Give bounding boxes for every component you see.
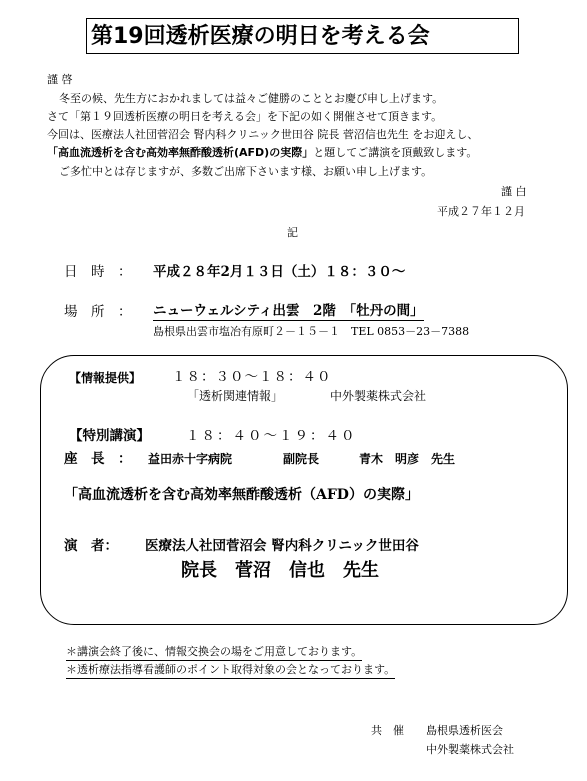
sponsor-org-2: 中外製薬株式会社 bbox=[426, 743, 514, 756]
info-time: １８：３０～１８：４０ bbox=[172, 369, 332, 385]
sponsor-label: 共 催 bbox=[371, 724, 404, 737]
letter-line-4-rest: と題してご講演を頂戴致します。 bbox=[313, 146, 478, 159]
info-label: 【情報提供】 bbox=[69, 371, 142, 385]
letter-date: 平成２７年１２月 bbox=[437, 205, 525, 218]
letter-line-1: 冬至の候、先生方におかれましては益々ご健勝のこととお慶び申し上げます。 bbox=[59, 92, 444, 105]
datetime-label: 日 時 ： bbox=[64, 264, 132, 280]
speaker-org: 医療法人社団菅沼会 腎内科クリニック世田谷 bbox=[145, 538, 419, 554]
note-1: ＊講演会終了後に、情報交換会の場をご用意しております。 bbox=[66, 645, 362, 661]
letter-line-3: 今回は、医療法人社団菅沼会 腎内科クリニック世田谷 院長 菅沼信也先生 をお迎えし、 bbox=[47, 128, 479, 141]
place-label: 場 所 ： bbox=[64, 304, 132, 320]
address: 島根県出雲市塩冶有原町２－１５－１ TEL 0853－23－7388 bbox=[153, 325, 470, 338]
lecture-time: １８：４０～１９：４０ bbox=[186, 428, 357, 444]
letter-opening: 謹 啓 bbox=[47, 73, 73, 86]
letter-line-4 bbox=[47, 146, 477, 160]
chair-org: 益田赤十字病院 bbox=[148, 452, 233, 466]
chair-title: 副院長 bbox=[283, 452, 320, 466]
chair-name: 青木 明彦 先生 bbox=[359, 452, 456, 466]
datetime-value: 平成２８年2月１３日（土）１８：３０～ bbox=[153, 264, 406, 280]
letter-closing: 謹 白 bbox=[501, 185, 527, 198]
page-title: 第19回透析医療の明日を考える会 bbox=[86, 18, 519, 54]
sponsor-org-1: 島根県透析医会 bbox=[426, 724, 503, 737]
info-topic: 「透析関連情報」 bbox=[187, 389, 284, 403]
lecture-title: 「高血流透析を含む高効率無酢酸透析（AFD）の実際」 bbox=[64, 487, 419, 503]
ki-marker: 記 bbox=[287, 226, 298, 239]
chair-label: 座 長 ： bbox=[64, 451, 132, 467]
lecture-label: 【特別講演】 bbox=[69, 428, 150, 444]
letter-line-5: ご多忙中とは存じますが、多数ご出席下さいます様、お願い申し上げます。 bbox=[59, 165, 433, 178]
info-company: 中外製薬株式会社 bbox=[330, 389, 427, 403]
note-2: ＊透析療法指導看護師のポイント取得対象の会となっております。 bbox=[66, 663, 395, 679]
place-value: ニューウェルシティ出雲 2階 「牡丹の間」 bbox=[153, 303, 424, 319]
speaker-label: 演 者： bbox=[64, 538, 118, 554]
letter-line-2: さて「第１９回透析医療の明日を考える会」を下記の如く開催させて頂きます。 bbox=[47, 110, 443, 123]
lecture-title-inline: 「高血流透析を含む高効率無酢酸透析(AFD)の実際」 bbox=[47, 146, 314, 159]
speaker-name: 院長 菅沼 信也 先生 bbox=[181, 560, 379, 581]
